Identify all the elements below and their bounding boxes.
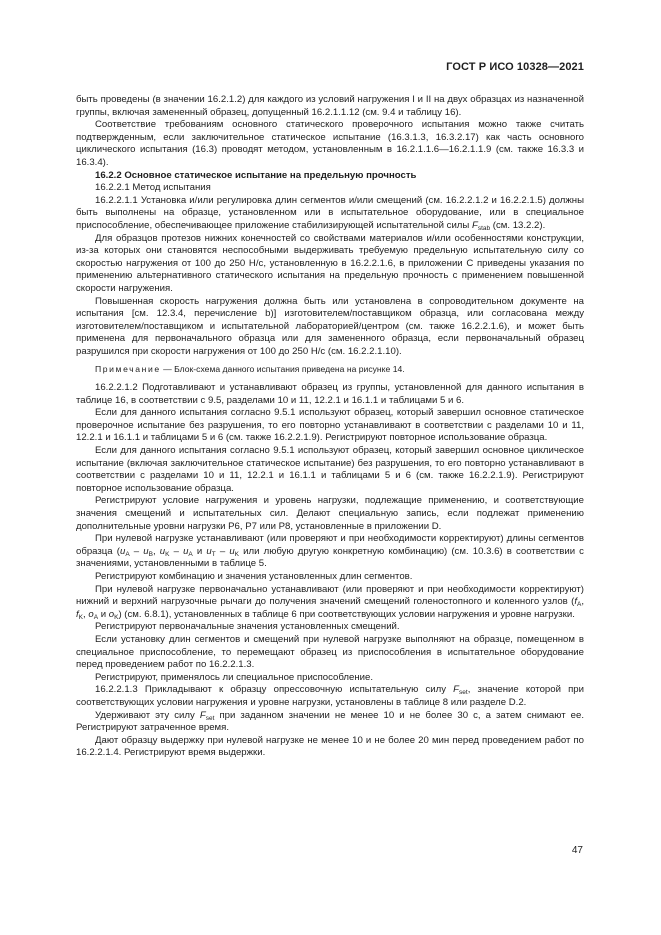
paragraph: Регистрируют условие нагружения и уровень нагрузки, подлежащие применению, и соответствующие значения смещений и испытательных сил. Делают специальную запись, если подлежат применению дополнительные уровни нагрузки Р6, Р7 или Р8, установленные в приложении D.	[76, 495, 584, 532]
paragraph: Регистрируют первоначальные значения установленных смещений.	[95, 621, 400, 633]
paragraph: Соответствие требованиям основного статического проверочного испытания можно также считать подтвержденным, если заключительное статическое испытание (16.3.1.3, 16.3.2.17) как часть основного циклического испытания (16.3) проводят методом, установленным в 16.2.1.1.6—16.2.1.1.9 (см. также 16.3.3 и 16.3.4).	[76, 119, 584, 168]
page-header-doc-id: ГОСТ Р ИСО 10328—2021	[446, 61, 584, 73]
paragraph: Дают образцу выдержку при нулевой нагрузке не менее 10 и не более 20 мин перед проведением работ по 16.2.2.1.4. Регистрируют время выдержки.	[76, 734, 584, 759]
note: Примечание — Блок-схема данного испытания приведена на рисунке 14.	[95, 364, 405, 375]
paragraph-segment-lengths: При нулевой нагрузке устанавливают (или проверяют и при необходимости корректируют) длины сегментов образца ($u_A - u_B$, $u_K - u_A$ и $u_T - u_K$ или любую другую конкретную комбинацию) (см. 10.3.6) в соответствии с значениями, установленными в таблице 5.	[76, 533, 584, 570]
paragraph: Если установку длин сегментов и смещений при нулевой нагрузке выполняют на образце, помещенном в специальное приспособление, то перемещают образец из приспособления в испытательное оборудование перед проведением работ по 16.2.2.1.3.	[76, 633, 584, 671]
paragraph-16-2-2-1-1: 16.2.2.1.1 Установка и/или регулировка длин сегментов и/или смещений (см. 16.2.2.1.2 и 16.2.2.1.5) должны быть выполнены на образце, установленном или в испытательное оборудование, или в специальное приспособление, обеспечивающее приложение стабилизирующей испытательной силы $F_{stab}$ (см. 13.2.2).	[76, 194, 584, 232]
paragraph: Регистрируют, применялось ли специальное приспособление.	[95, 671, 374, 683]
paragraph: быть проведены (в значении 16.2.1.2) для каждого из условий нагружения I и II на двух образцах из назначенной группы, включая замененный образец, допущенный 16.2.1.1.12 (см. 9.4 и таблицу 16).	[76, 94, 584, 118]
document-body	[76, 94, 584, 760]
paragraph-16-2-2-1-2: 16.2.2.1.2 Подготавливают и устанавливают образец из группы, установленной для данного испытания в таблице 16, в соответствии с 9.5, разделами 10 и 11, 12.2.1 и 16.1.1 и таблицами 5 и 6.	[76, 382, 584, 406]
note-label: Примечание	[95, 364, 161, 375]
subsection-heading-16-2-2-1: 16.2.2.1 Метод испытания	[95, 182, 211, 194]
paragraph-hold-force: Удерживают эту силу $F_{set}$ при заданном значении не менее 10 и не более 30 с, а затем снимают ее. Регистрируют затраченное время.	[76, 709, 584, 734]
page-number: 47	[571, 845, 583, 856]
paragraph: Регистрируют комбинацию и значения установленных длин сегментов.	[95, 570, 413, 582]
paragraph-16-2-2-1-3: 16.2.2.1.3 Прикладывают к образцу опрессовочную испытательную силу $F_{set}$, значение которой при соответствующих условии нагружения и уровне нагрузки, установлены в таблице 8 или разделе D.2.	[76, 684, 584, 708]
paragraph: Для образцов протезов нижних конечностей со свойствами материалов и/или особенностями конструкции, из-за которых они становятся неспособными выдерживать требуемую предельную испытательную силу со скоростью нагружения от 100 до 250 Н/с, установленную в 16.2.2.1.6, в приложении С приведены указания по применению альтернативного статического испытания на предельную прочность с применением повышенной скорости нагружения.	[76, 232, 584, 294]
section-heading-16-2-2: 16.2.2 Основное статическое испытание на предельную прочность	[95, 169, 417, 181]
paragraph: Если для данного испытания согласно 9.5.1 используют образец, который завершил основное статическое проверочное испытание без разрушения, то его повторно устанавливают в соответствии с разделами 10 и 11, 12.2.1 и 16.1.1 и таблицами 5 и 6 (см. также 16.2.2.1.9). Регистрируют повторное использование образца.	[76, 407, 584, 444]
paragraph: Если для данного испытания согласно 9.5.1 используют образец, который завершил основное циклическое испытание (включая заключительное статическое испытание) без разрушения, то его повторно устанавливают в соответствии с разделами 10 и 11, 12.2.1 и 16.1.1 и таблицами 5 и 6 (см. также 16.2.2.1.9). Регистрируют повторное использование образца.	[76, 445, 584, 494]
paragraph-offsets: При нулевой нагрузке первоначально устанавливают (или проверяют и при необходимости корректируют) нижний и верхний нагрузочные рычаги до получения значений смещений голеностопного и коленного узлов ($f_A$, $f_K$, $o_A$ и $o_K$) (см. 6.8.1), установленных в таблице 6 при соответствующих условии нагружения и уровне нагрузки.	[76, 583, 584, 621]
paragraph: Повышенная скорость нагружения должна быть или установлена в сопроводительном документе на испытания [см. 12.3.4, перечисление b)] изготовителем/поставщиком образца, или согласована между изготовителем/поставщиком и испытательной лабораторией/центром (см. также 16.2.2.1.6), и может быть применена для первоначального образца или для замененного образца, если первоначальный образец разрушился при скорости нагружения от 100 до 250 Н/с (см. 16.2.2.1.10).	[76, 295, 584, 357]
